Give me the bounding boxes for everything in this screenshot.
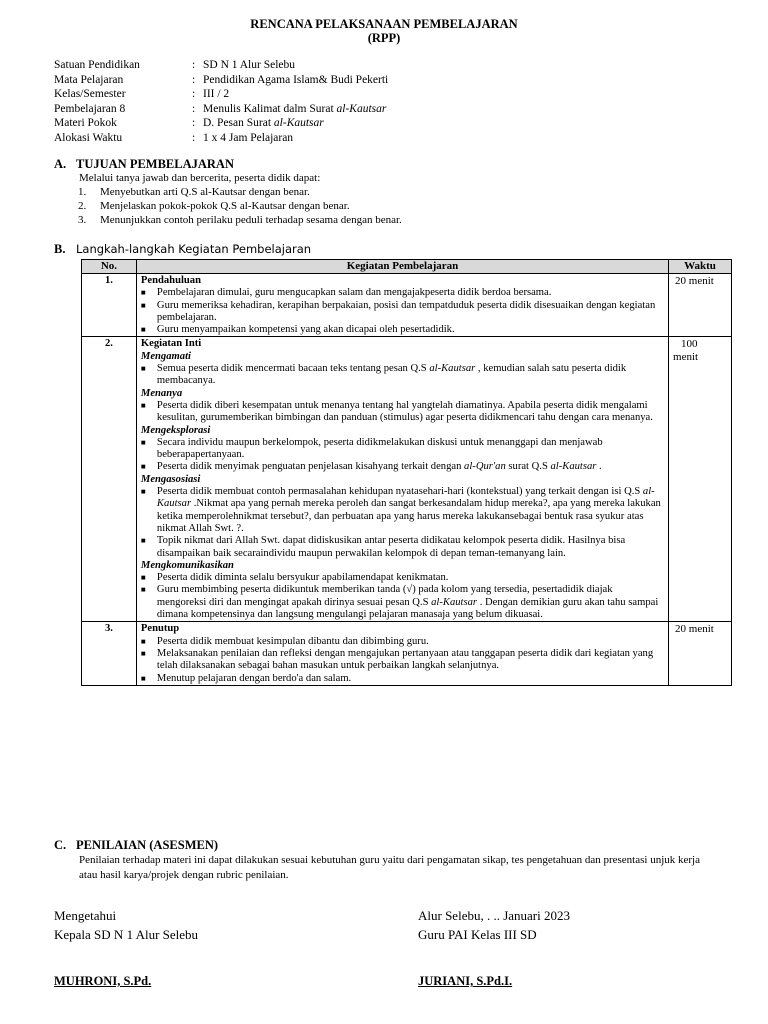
subphase-title: Mengkomunikasikan <box>140 559 234 571</box>
bullet-item: ■ Guru menyampaikan kompetensi yang akan dicapai oleh pesertadidik. <box>140 324 455 336</box>
identity-block <box>54 58 674 145</box>
signature-right-line1: Alur Selebu, . .. Januari 2023 <box>418 908 571 923</box>
table-row <box>82 274 732 337</box>
bullet-item: ■ Semua peserta didik mencermati bacaan teks tentang pesan Q.S al-Kautsar , kemudian salah satu peserta didik membacanya. <box>140 363 627 387</box>
row-content <box>136 337 668 622</box>
identity-label: Kelas/Semester <box>54 88 126 100</box>
identity-value: III / 2 <box>203 88 230 100</box>
signature-right-name: JURIANI, S.Pd.I. <box>418 974 513 988</box>
section-a-intro: Melalui tanya jawab dan bercerita, peserta didik dapat: <box>79 172 321 184</box>
bullet-item: ■ Guru membimbing peserta didikuntuk memberikan tanda (√) pada kolom yang tersedia, pesertadidik diajak mengoreksi diri dan mengingat apakah dirinya sesuai pesan Q.S al-Kautsar . Dengan demikian guru akan tahu sampai dimana kompetensinya dan langsung mengulangi pelajaran manasaja yang belum dikuasai. <box>140 584 659 621</box>
row-number: 3. <box>82 622 137 685</box>
identity-row: Satuan Pendidikan : SD N 1 Alur Selebu <box>54 58 674 73</box>
bullet-item: ■ Topik nikmat dari Allah Swt. dapat didiskusikan antar peserta didikatau kelompok peserta didik. Hasilnya bisa disampaikan baik secaraindividu maupun perwakilan kelompok di depan teman-temanyang lain. <box>140 535 626 559</box>
subphase-title: Menanya <box>140 387 183 399</box>
document-title <box>0 17 768 45</box>
identity-value: Menulis Kalimat dalm Surat al-Kautsar <box>203 102 387 115</box>
identity-row: Mata Pelajaran : Pendidikan Agama Islam& Budi Pekerti <box>54 73 674 88</box>
bullet-item: ■ Peserta didik membuat contoh permasalahan kehidupan nyatasehari-hari (kontekstual) yang terkait dengan isi Q.S al-Kautsar .Nikmat apa yang pernah mereka peroleh dan sangat berkesandalam hidup mereka?, apa yang mereka lakukan ketika memperolehnikmat tersebut?, dan perbuatan apa yang harus mereka lakukansebagai bentuk rasa syukur atas nikmat Allah Swt. ?. <box>140 486 661 534</box>
phase-title: Kegiatan Inti <box>140 338 202 350</box>
list-item: 1. Menyebutkan arti Q.S al-Kautsar dengan benar. <box>78 186 310 198</box>
row-content <box>136 622 668 685</box>
identity-label: Materi Pokok <box>54 117 117 129</box>
section-a-heading: A. TUJUAN PEMBELAJARAN <box>54 157 234 171</box>
bullet-item: ■ Peserta didik diberi kesempatan untuk menanya tentang hal yangtelah diamatinya. Apabila peserta didik mengalami kesulitan, gurumemberikan bimbingan dan panduan (stimulus) agar peserta didikmencari tahu dengan cara menanya. <box>140 399 653 424</box>
identity-row: Pembelajaran 8 : Menulis Kalimat dalm Surat al-Kautsar <box>54 102 674 117</box>
phase-title: Pendahuluan <box>140 275 201 286</box>
row-content <box>136 274 668 337</box>
identity-label: Pembelajaran 8 <box>54 102 126 115</box>
identity-label: Mata Pelajaran <box>54 73 124 86</box>
row-time: 20 menit <box>669 274 732 337</box>
bullet-item: ■ Secara individu maupun berkelompok, peserta didikmelakukan diskusi untuk menanggapi dan menjawab beberapapertanyaan. <box>140 436 603 461</box>
subphase-title: Mengeksplorasi <box>140 424 211 436</box>
signature-left-line1: Mengetahui <box>54 908 117 923</box>
activities-table <box>81 259 732 686</box>
table-header-row <box>82 260 732 274</box>
identity-label: Alokasi Waktu <box>54 131 123 144</box>
bullet-item: ■ Pembelajaran dimulai, guru mengucapkan salam dan mengajakpeserta didik berdoa bersama. <box>140 287 552 299</box>
signature-left-line2: Kepala SD N 1 Alur Selebu <box>54 927 199 942</box>
bullet-item: ■ Peserta didik menyimak penguatan penjelasan kisahyang terkait dengan al-Qur'an surat Q.S al-Kautsar . <box>140 461 602 473</box>
table-row <box>82 337 732 622</box>
signature-right <box>418 906 570 944</box>
bullet-item: ■ Peserta didik diminta selalu bersyukur apabilamendapat kenikmatan. <box>140 572 449 584</box>
title-main: RENCANA PELAKSANAAN PEMBELAJARAN <box>250 17 518 31</box>
identity-row: Alokasi Waktu : 1 x 4 Jam Pelajaran <box>54 131 674 146</box>
identity-value: D. Pesan Surat al-Kautsar <box>203 117 324 129</box>
bullet-item: ■ Guru memeriksa kehadiran, kerapihan berpakaian, posisi dan tempatduduk peserta didik disesuaikan dengan kegiatan pembelajaran. <box>140 299 656 323</box>
bullet-item: ■ Melaksanakan penilaian dan refleksi dengan mengajukan pertanyaan atau tanggapan peserta didik dari kegiatan yang telah dilaksanakan sebagai bahan masukan untuk perbaikan langkah selanjutnya. <box>140 647 654 672</box>
signature-right-line2: Guru PAI Kelas III SD <box>418 927 537 942</box>
objectives-list <box>54 185 402 227</box>
identity-label: Satuan Pendidikan <box>54 59 140 71</box>
phase-title: Penutup <box>140 623 180 635</box>
identity-row: Materi Pokok : D. Pesan Surat al-Kautsar <box>54 116 674 131</box>
title-sub: (RPP) <box>367 31 401 45</box>
section-c-heading: C. PENILAIAN (ASESMEN) <box>54 838 219 852</box>
row-number: 1. <box>82 274 137 337</box>
subphase-title: Mengamati <box>140 350 191 362</box>
subphase-title: Mengasosiasi <box>140 473 201 485</box>
header-waktu: Waktu <box>669 260 732 274</box>
bullet-item: ■ Peserta didik membuat kesimpulan dibantu dan dibimbing guru. <box>140 635 429 647</box>
list-item: 2. Menjelaskan pokok-pokok Q.S al-Kautsar dengan benar. <box>78 200 350 212</box>
identity-value: 1 x 4 Jam Pelajaran <box>203 131 294 144</box>
row-time: 100 menit <box>669 337 732 622</box>
signature-left-name: MUHRONI, S.Pd. <box>54 974 152 988</box>
header-no: No. <box>82 260 137 274</box>
section-c-text: Penilaian terhadap materi ini dapat dilakukan sesuai kebutuhan guru yaitu dari pengamatan sikap, tes pengetahuan dan presentasi unjuk kerja atau hasil karya/projek dengan rubric penilaian. <box>79 854 700 881</box>
header-kegiatan: Kegiatan Pembelajaran <box>136 260 668 274</box>
table-row <box>82 622 732 685</box>
signature-left <box>54 906 198 944</box>
identity-value: Pendidikan Agama Islam& Budi Pekerti <box>203 73 389 86</box>
section-b-heading: B. Langkah-langkah Kegiatan Pembelajaran <box>54 242 312 256</box>
row-time: 20 menit <box>669 622 732 685</box>
list-item: 3. Menunjukkan contoh perilaku peduli terhadap sesama dengan benar. <box>78 214 402 226</box>
row-number: 2. <box>82 337 137 622</box>
identity-row: Kelas/Semester : III / 2 <box>54 87 674 102</box>
bullet-item: ■ Menutup pelajaran dengan berdo'a dan salam. <box>140 672 352 684</box>
identity-value: SD N 1 Alur Selebu <box>203 59 295 71</box>
